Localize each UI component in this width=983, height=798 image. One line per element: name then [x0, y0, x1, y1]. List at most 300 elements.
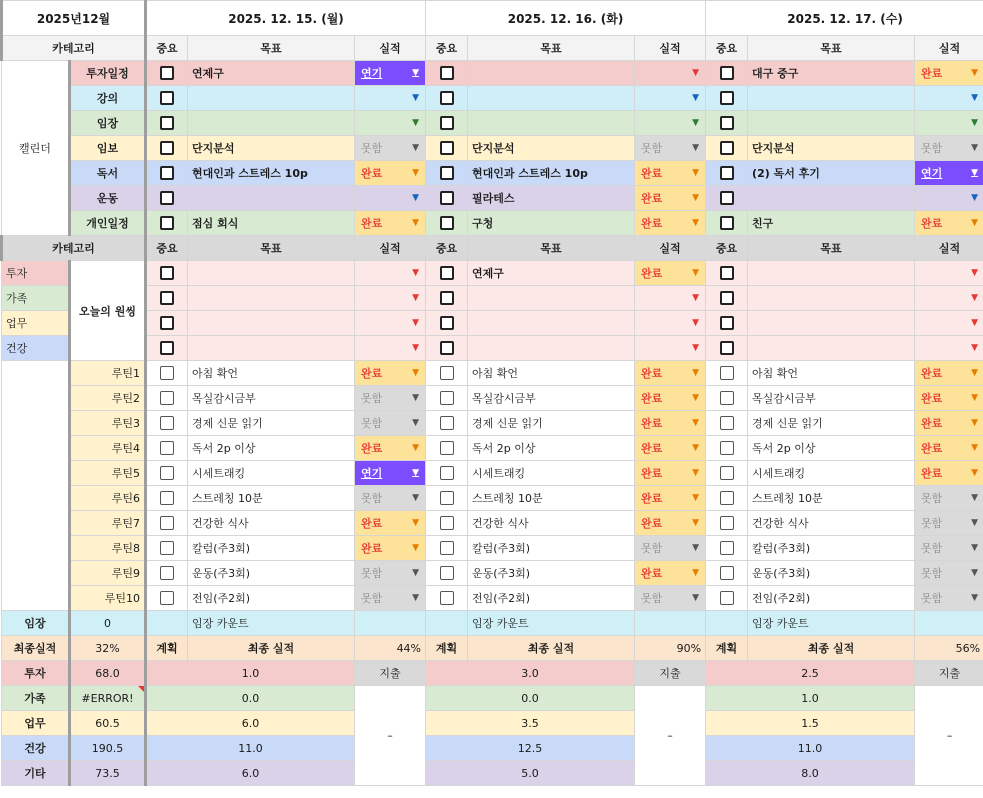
- goal-cell[interactable]: [188, 86, 355, 111]
- result-dropdown[interactable]: [635, 486, 706, 511]
- importance-checkbox[interactable]: [146, 511, 188, 536]
- goal-cell[interactable]: [188, 261, 355, 286]
- dropdown-arrow-icon[interactable]: ▼: [971, 543, 979, 553]
- result-dropdown[interactable]: [915, 536, 983, 561]
- result-dropdown[interactable]: [355, 386, 426, 411]
- checkbox-icon[interactable]: [720, 66, 734, 80]
- importance-checkbox[interactable]: [146, 361, 188, 386]
- dropdown-arrow-icon[interactable]: ▼: [412, 318, 420, 328]
- checkbox-icon[interactable]: [160, 591, 174, 605]
- result-dropdown[interactable]: [635, 386, 706, 411]
- checkbox-icon[interactable]: [440, 191, 454, 205]
- dropdown-arrow-icon[interactable]: ▼: [971, 318, 979, 328]
- dropdown-arrow-icon[interactable]: ▼: [692, 368, 700, 378]
- importance-checkbox[interactable]: [706, 161, 748, 186]
- summary-value-cell: 5.0: [426, 761, 635, 786]
- importance-checkbox[interactable]: [146, 411, 188, 436]
- result-dropdown[interactable]: [915, 561, 983, 586]
- result-value: 연기: [921, 167, 943, 180]
- checkbox-icon[interactable]: [720, 516, 734, 530]
- goal-cell[interactable]: [748, 311, 915, 336]
- checkbox-icon[interactable]: [160, 191, 174, 205]
- result-value: 완료: [361, 367, 383, 380]
- checkbox-icon[interactable]: [720, 591, 734, 605]
- checkbox-icon[interactable]: [720, 266, 734, 280]
- checkbox-icon[interactable]: [440, 366, 454, 380]
- goal-cell[interactable]: [748, 286, 915, 311]
- checkbox-icon[interactable]: [160, 291, 174, 305]
- dropdown-arrow-icon[interactable]: ▼: [971, 68, 979, 78]
- importance-checkbox[interactable]: [706, 586, 748, 611]
- goal-cell[interactable]: [748, 186, 915, 211]
- importance-checkbox[interactable]: [706, 361, 748, 386]
- result-dropdown[interactable]: [355, 136, 426, 161]
- dropdown-arrow-icon[interactable]: ▼: [412, 418, 420, 428]
- result-value: 못함: [361, 567, 383, 580]
- importance-checkbox[interactable]: [426, 586, 468, 611]
- importance-checkbox[interactable]: [426, 436, 468, 461]
- routine-goal: 칼럼(주3회): [188, 536, 355, 561]
- goal-header: 목표: [468, 36, 635, 61]
- dropdown-arrow-icon[interactable]: ▼: [692, 143, 700, 153]
- result-dropdown[interactable]: [915, 161, 983, 186]
- importance-checkbox[interactable]: [426, 61, 468, 86]
- dropdown-arrow-icon[interactable]: ▼: [971, 143, 979, 153]
- importance-checkbox[interactable]: [426, 386, 468, 411]
- result-dropdown[interactable]: [635, 136, 706, 161]
- result-dropdown[interactable]: [355, 286, 426, 311]
- importance-checkbox[interactable]: [146, 86, 188, 111]
- importance-checkbox[interactable]: [706, 61, 748, 86]
- checkbox-icon[interactable]: [720, 541, 734, 555]
- goal-cell[interactable]: [468, 61, 635, 86]
- summary-category: 업무: [2, 711, 70, 736]
- result-dropdown[interactable]: [355, 336, 426, 361]
- result-dropdown[interactable]: [355, 186, 426, 211]
- importance-checkbox[interactable]: [706, 511, 748, 536]
- result-dropdown[interactable]: [635, 536, 706, 561]
- wish-tag: 업무: [2, 311, 70, 336]
- importance-checkbox[interactable]: [426, 411, 468, 436]
- dropdown-arrow-icon[interactable]: ▼: [692, 318, 700, 328]
- checkbox-icon[interactable]: [160, 316, 174, 330]
- checkbox-icon[interactable]: [440, 116, 454, 130]
- result-dropdown[interactable]: [355, 561, 426, 586]
- checkbox-icon[interactable]: [160, 91, 174, 105]
- dropdown-arrow-icon[interactable]: ▼: [692, 168, 700, 178]
- result-dropdown[interactable]: [355, 511, 426, 536]
- checkbox-icon[interactable]: [160, 116, 174, 130]
- goal-cell[interactable]: 연제구: [188, 61, 355, 86]
- result-dropdown[interactable]: [915, 261, 983, 286]
- dropdown-arrow-icon[interactable]: ▼: [692, 568, 700, 578]
- dropdown-arrow-icon[interactable]: ▼: [412, 118, 420, 128]
- dropdown-arrow-icon[interactable]: ▼: [971, 468, 979, 478]
- checkbox-icon[interactable]: [440, 341, 454, 355]
- goal-cell[interactable]: [468, 86, 635, 111]
- dropdown-arrow-icon[interactable]: ▼: [692, 418, 700, 428]
- summary-value-cell: 6.0: [146, 711, 355, 736]
- importance-checkbox[interactable]: [426, 86, 468, 111]
- checkbox-icon[interactable]: [440, 491, 454, 505]
- result-dropdown[interactable]: [635, 461, 706, 486]
- checkbox-icon[interactable]: [440, 391, 454, 405]
- result-dropdown[interactable]: [635, 561, 706, 586]
- result-dropdown[interactable]: [915, 211, 983, 236]
- dropdown-arrow-icon[interactable]: ▼: [692, 493, 700, 503]
- importance-checkbox[interactable]: [426, 336, 468, 361]
- result-dropdown[interactable]: [915, 136, 983, 161]
- checkbox-icon[interactable]: [440, 316, 454, 330]
- checkbox-icon[interactable]: [160, 66, 174, 80]
- dropdown-arrow-icon[interactable]: ▼: [692, 68, 700, 78]
- checkbox-icon[interactable]: [440, 166, 454, 180]
- result-dropdown[interactable]: [355, 211, 426, 236]
- importance-checkbox[interactable]: [146, 486, 188, 511]
- result-dropdown[interactable]: [915, 86, 983, 111]
- checkbox-icon[interactable]: [720, 491, 734, 505]
- checkbox-icon[interactable]: [440, 66, 454, 80]
- dropdown-arrow-icon[interactable]: ▼: [971, 118, 979, 128]
- dropdown-arrow-icon[interactable]: ▼: [692, 443, 700, 453]
- day-date: 2025. 12. 17. (수): [706, 1, 983, 36]
- goal-cell[interactable]: 연제구: [468, 261, 635, 286]
- result-dropdown[interactable]: [635, 111, 706, 136]
- importance-checkbox[interactable]: [426, 261, 468, 286]
- result-dropdown[interactable]: [915, 111, 983, 136]
- goal-cell[interactable]: [188, 111, 355, 136]
- result-dropdown[interactable]: [355, 411, 426, 436]
- result-dropdown[interactable]: [915, 486, 983, 511]
- result-dropdown[interactable]: [915, 286, 983, 311]
- result-dropdown[interactable]: [355, 86, 426, 111]
- dropdown-arrow-icon[interactable]: ▼: [971, 418, 979, 428]
- checkbox-icon[interactable]: [160, 391, 174, 405]
- importance-checkbox[interactable]: [146, 261, 188, 286]
- result-dropdown[interactable]: [915, 586, 983, 611]
- result-dropdown[interactable]: [915, 311, 983, 336]
- checkbox-icon[interactable]: [720, 116, 734, 130]
- result-dropdown[interactable]: [355, 536, 426, 561]
- checkbox-icon[interactable]: [160, 516, 174, 530]
- goal-cell[interactable]: [748, 111, 915, 136]
- result-dropdown[interactable]: [635, 361, 706, 386]
- dropdown-arrow-icon[interactable]: ▼: [412, 518, 420, 528]
- checkbox-icon[interactable]: [720, 441, 734, 455]
- importance-checkbox[interactable]: [426, 311, 468, 336]
- importance-checkbox[interactable]: [426, 186, 468, 211]
- checkbox-icon[interactable]: [440, 566, 454, 580]
- importance-checkbox[interactable]: [706, 461, 748, 486]
- goal-cell[interactable]: [468, 311, 635, 336]
- result-dropdown[interactable]: [915, 436, 983, 461]
- goal-cell[interactable]: [188, 311, 355, 336]
- dropdown-arrow-icon[interactable]: ▼: [971, 293, 979, 303]
- dropdown-arrow-icon[interactable]: ▼: [692, 468, 700, 478]
- dropdown-arrow-icon[interactable]: ▼: [971, 443, 979, 453]
- result-dropdown[interactable]: [635, 411, 706, 436]
- dropdown-arrow-icon[interactable]: ▼: [412, 393, 420, 403]
- result-dropdown[interactable]: [915, 361, 983, 386]
- checkbox-icon[interactable]: [440, 291, 454, 305]
- importance-checkbox[interactable]: [706, 336, 748, 361]
- importance-checkbox[interactable]: [146, 536, 188, 561]
- dropdown-arrow-icon[interactable]: ▼: [412, 593, 420, 603]
- dropdown-arrow-icon[interactable]: ▼: [412, 368, 420, 378]
- result-dropdown[interactable]: [355, 111, 426, 136]
- goal-cell[interactable]: [468, 336, 635, 361]
- checkbox-icon[interactable]: [440, 91, 454, 105]
- checkbox-icon[interactable]: [160, 566, 174, 580]
- importance-checkbox[interactable]: [146, 311, 188, 336]
- checkbox-icon[interactable]: [440, 516, 454, 530]
- checkbox-icon[interactable]: [720, 366, 734, 380]
- checkbox-icon[interactable]: [160, 441, 174, 455]
- checkbox-icon[interactable]: [160, 141, 174, 155]
- importance-checkbox[interactable]: [706, 186, 748, 211]
- dropdown-arrow-icon[interactable]: ▼: [971, 268, 979, 278]
- result-dropdown[interactable]: [635, 261, 706, 286]
- importance-checkbox[interactable]: [146, 386, 188, 411]
- goal-cell[interactable]: [188, 286, 355, 311]
- goal-cell[interactable]: [468, 111, 635, 136]
- dropdown-arrow-icon[interactable]: ▼: [971, 393, 979, 403]
- goal-cell[interactable]: 단지분석: [188, 136, 355, 161]
- checkbox-icon[interactable]: [160, 466, 174, 480]
- dropdown-arrow-icon[interactable]: ▼: [971, 368, 979, 378]
- checkbox-icon[interactable]: [720, 141, 734, 155]
- importance-checkbox[interactable]: [146, 336, 188, 361]
- dropdown-arrow-icon[interactable]: ▼: [692, 193, 700, 203]
- goal-cell[interactable]: [748, 86, 915, 111]
- dropdown-arrow-icon[interactable]: ▼: [412, 443, 420, 453]
- importance-checkbox[interactable]: [426, 286, 468, 311]
- checkbox-icon[interactable]: [440, 141, 454, 155]
- goal-cell[interactable]: 필라테스: [468, 186, 635, 211]
- importance-checkbox[interactable]: [146, 161, 188, 186]
- importance-checkbox[interactable]: [706, 536, 748, 561]
- result-dropdown[interactable]: [915, 386, 983, 411]
- importance-checkbox[interactable]: [426, 461, 468, 486]
- dropdown-arrow-icon[interactable]: ▼: [692, 268, 700, 278]
- dropdown-arrow-icon[interactable]: ▼: [692, 593, 700, 603]
- result-dropdown[interactable]: [355, 311, 426, 336]
- importance-checkbox[interactable]: [426, 161, 468, 186]
- dropdown-arrow-icon[interactable]: ▼: [412, 343, 420, 353]
- result-dropdown[interactable]: [915, 411, 983, 436]
- result-dropdown[interactable]: [635, 186, 706, 211]
- goal-cell[interactable]: 점심 회식: [188, 211, 355, 236]
- summary-value-cell: 1.0: [146, 661, 355, 686]
- dropdown-arrow-icon[interactable]: ▼: [412, 468, 420, 478]
- importance-checkbox[interactable]: [706, 436, 748, 461]
- dropdown-arrow-icon[interactable]: ▼: [692, 118, 700, 128]
- dropdown-arrow-icon[interactable]: ▼: [412, 193, 420, 203]
- dropdown-arrow-icon[interactable]: ▼: [412, 218, 420, 228]
- checkbox-icon[interactable]: [720, 566, 734, 580]
- result-dropdown[interactable]: [915, 461, 983, 486]
- checkbox-icon[interactable]: [720, 391, 734, 405]
- importance-checkbox[interactable]: [706, 211, 748, 236]
- importance-checkbox[interactable]: [146, 211, 188, 236]
- dropdown-arrow-icon[interactable]: ▼: [692, 93, 700, 103]
- dropdown-arrow-icon[interactable]: ▼: [692, 293, 700, 303]
- dropdown-arrow-icon[interactable]: ▼: [971, 193, 979, 203]
- result-dropdown[interactable]: [355, 461, 426, 486]
- importance-checkbox[interactable]: [706, 311, 748, 336]
- goal-cell[interactable]: [188, 336, 355, 361]
- checkbox-icon[interactable]: [440, 441, 454, 455]
- checkbox-icon[interactable]: [160, 416, 174, 430]
- dropdown-arrow-icon[interactable]: ▼: [412, 68, 420, 78]
- dropdown-arrow-icon[interactable]: ▼: [412, 143, 420, 153]
- checkbox-icon[interactable]: [440, 591, 454, 605]
- checkbox-icon[interactable]: [160, 366, 174, 380]
- result-dropdown[interactable]: [355, 61, 426, 86]
- result-dropdown[interactable]: [915, 336, 983, 361]
- goal-cell[interactable]: (2) 독서 후기: [748, 161, 915, 186]
- importance-checkbox[interactable]: [706, 486, 748, 511]
- checkbox-icon[interactable]: [720, 166, 734, 180]
- importance-checkbox[interactable]: [706, 136, 748, 161]
- importance-checkbox[interactable]: [706, 286, 748, 311]
- result-dropdown[interactable]: [635, 511, 706, 536]
- result-dropdown[interactable]: [635, 286, 706, 311]
- importance-checkbox[interactable]: [706, 111, 748, 136]
- checkbox-icon[interactable]: [720, 416, 734, 430]
- importance-checkbox[interactable]: [426, 111, 468, 136]
- importance-header: 중요: [426, 236, 468, 261]
- importance-checkbox[interactable]: [146, 136, 188, 161]
- dropdown-arrow-icon[interactable]: ▼: [692, 393, 700, 403]
- checkbox-icon[interactable]: [160, 266, 174, 280]
- dropdown-arrow-icon[interactable]: ▼: [412, 293, 420, 303]
- goal-cell[interactable]: 대구 중구: [748, 61, 915, 86]
- dropdown-arrow-icon[interactable]: ▼: [971, 593, 979, 603]
- importance-checkbox[interactable]: [706, 261, 748, 286]
- importance-checkbox[interactable]: [706, 411, 748, 436]
- checkbox-icon[interactable]: [440, 216, 454, 230]
- dropdown-arrow-icon[interactable]: ▼: [692, 518, 700, 528]
- checkbox-icon[interactable]: [720, 216, 734, 230]
- dropdown-arrow-icon[interactable]: ▼: [971, 568, 979, 578]
- dropdown-arrow-icon[interactable]: ▼: [971, 218, 979, 228]
- dropdown-arrow-icon[interactable]: ▼: [692, 343, 700, 353]
- dropdown-arrow-icon[interactable]: ▼: [692, 543, 700, 553]
- goal-cell[interactable]: 구청: [468, 211, 635, 236]
- result-value: 연기: [361, 467, 383, 480]
- importance-checkbox[interactable]: [146, 61, 188, 86]
- importance-checkbox[interactable]: [706, 386, 748, 411]
- dropdown-arrow-icon[interactable]: ▼: [412, 568, 420, 578]
- dropdown-arrow-icon[interactable]: ▼: [412, 93, 420, 103]
- result-dropdown[interactable]: [635, 436, 706, 461]
- checkbox-icon[interactable]: [720, 466, 734, 480]
- result-dropdown[interactable]: [355, 261, 426, 286]
- dropdown-arrow-icon[interactable]: ▼: [412, 268, 420, 278]
- checkbox-icon[interactable]: [160, 541, 174, 555]
- importance-checkbox[interactable]: [426, 561, 468, 586]
- dropdown-arrow-icon[interactable]: ▼: [971, 518, 979, 528]
- goal-cell[interactable]: [748, 261, 915, 286]
- result-dropdown[interactable]: [355, 486, 426, 511]
- importance-checkbox[interactable]: [426, 511, 468, 536]
- result-dropdown[interactable]: [915, 511, 983, 536]
- result-dropdown[interactable]: [355, 436, 426, 461]
- importance-checkbox[interactable]: [146, 561, 188, 586]
- checkbox-icon[interactable]: [720, 316, 734, 330]
- goal-cell[interactable]: 친구: [748, 211, 915, 236]
- goal-cell[interactable]: 단지분석: [748, 136, 915, 161]
- importance-checkbox[interactable]: [426, 136, 468, 161]
- importance-checkbox[interactable]: [146, 461, 188, 486]
- importance-checkbox[interactable]: [706, 86, 748, 111]
- importance-checkbox[interactable]: [426, 211, 468, 236]
- dropdown-arrow-icon[interactable]: ▼: [412, 493, 420, 503]
- checkbox-icon[interactable]: [160, 491, 174, 505]
- checkbox-icon[interactable]: [720, 191, 734, 205]
- result-dropdown[interactable]: [355, 361, 426, 386]
- importance-checkbox[interactable]: [706, 561, 748, 586]
- result-dropdown[interactable]: [635, 311, 706, 336]
- checkbox-icon[interactable]: [440, 416, 454, 430]
- importance-checkbox[interactable]: [146, 186, 188, 211]
- checkbox-icon[interactable]: [160, 166, 174, 180]
- checkbox-icon[interactable]: [440, 266, 454, 280]
- result-value: 완료: [641, 192, 663, 205]
- result-dropdown[interactable]: [635, 86, 706, 111]
- checkbox-icon[interactable]: [720, 341, 734, 355]
- dropdown-arrow-icon[interactable]: ▼: [971, 168, 979, 178]
- result-dropdown[interactable]: [635, 586, 706, 611]
- importance-checkbox[interactable]: [426, 361, 468, 386]
- dropdown-arrow-icon[interactable]: ▼: [971, 343, 979, 353]
- importance-checkbox[interactable]: [426, 486, 468, 511]
- goal-cell[interactable]: 현대인과 스트레스 10p: [188, 161, 355, 186]
- result-dropdown[interactable]: [635, 336, 706, 361]
- result-dropdown[interactable]: [915, 61, 983, 86]
- goal-cell[interactable]: [748, 336, 915, 361]
- goal-cell[interactable]: [468, 286, 635, 311]
- importance-checkbox[interactable]: [426, 536, 468, 561]
- checkbox-icon[interactable]: [440, 541, 454, 555]
- result-dropdown[interactable]: [915, 186, 983, 211]
- result-dropdown[interactable]: [635, 61, 706, 86]
- dropdown-arrow-icon[interactable]: ▼: [412, 543, 420, 553]
- dropdown-arrow-icon[interactable]: ▼: [971, 493, 979, 503]
- importance-checkbox[interactable]: [146, 111, 188, 136]
- checkbox-icon[interactable]: [720, 91, 734, 105]
- dropdown-arrow-icon[interactable]: ▼: [971, 93, 979, 103]
- goal-cell[interactable]: 현대인과 스트레스 10p: [468, 161, 635, 186]
- dropdown-arrow-icon[interactable]: ▼: [412, 168, 420, 178]
- result-dropdown[interactable]: [635, 211, 706, 236]
- importance-checkbox[interactable]: [146, 286, 188, 311]
- goal-cell[interactable]: [188, 186, 355, 211]
- result-dropdown[interactable]: [355, 161, 426, 186]
- importance-checkbox[interactable]: [146, 586, 188, 611]
- checkbox-icon[interactable]: [160, 341, 174, 355]
- goal-cell[interactable]: 단지분석: [468, 136, 635, 161]
- checkbox-icon[interactable]: [440, 466, 454, 480]
- result-value: 못함: [361, 492, 383, 505]
- checkbox-icon[interactable]: [720, 291, 734, 305]
- result-dropdown[interactable]: [635, 161, 706, 186]
- dropdown-arrow-icon[interactable]: ▼: [692, 218, 700, 228]
- result-dropdown[interactable]: [355, 586, 426, 611]
- checkbox-icon[interactable]: [160, 216, 174, 230]
- importance-checkbox[interactable]: [146, 436, 188, 461]
